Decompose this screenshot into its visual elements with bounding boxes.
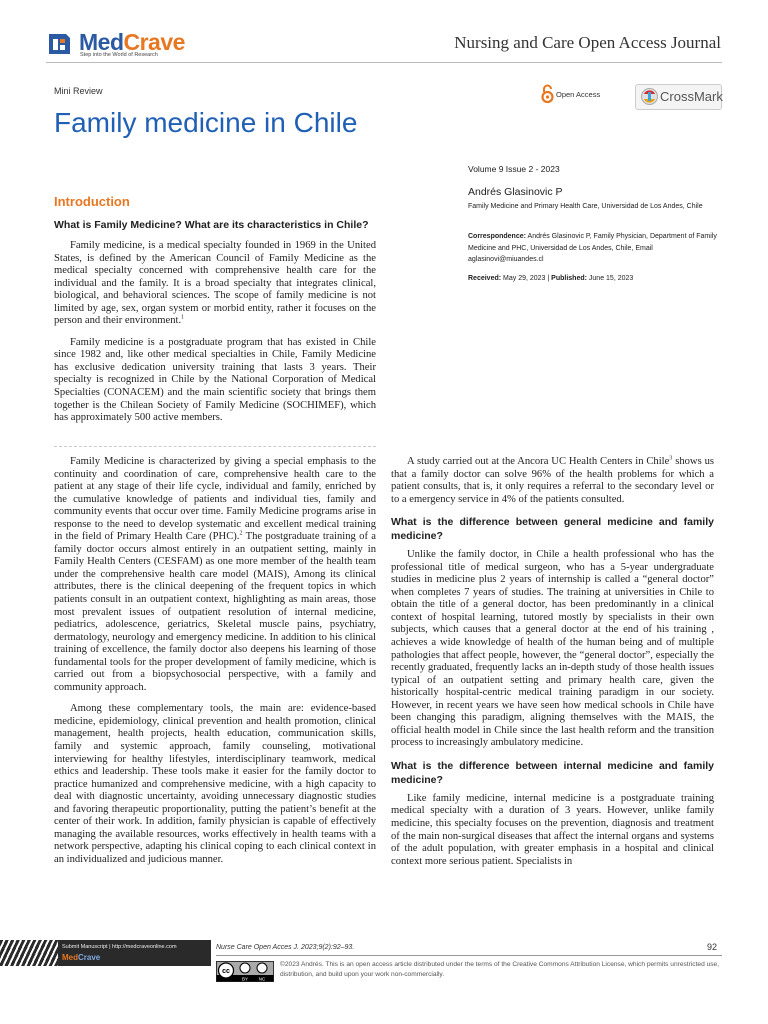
paragraph: Unlike the family doctor, in Chile a health professional who has the professional title of medical surgeon, who has a 5-year undergraduate studies in medicine plus 2 years of internship is called a “general doctor” when completes 7 years of studies. The training at universities in Chile to obtain the title of a general doctor, has been predominantly in a clinical context of hospital learning, tutored mostly by specialists in their own subjects, which causes that a general doctor at the end of his training , achieves a wide knowledge of health of the human being and of multiple pathologies that affect people, however, the “general doctor”, especially the recently graduated, frequently lacks an in-depth study of those health issues typical of an outpatient setting and primary health care, given the historically hospital-centric medical training paradigm in our society. However, in recent years we have seen how medical schools in Chile have been changing this paradigm, aligning themselves with the MAIS, the official health model in Chile since the last health reform and the transition process to increasingly ambulatory medicine. — [391, 549, 714, 749]
license-text: ©2023 Andrés. This is an open access article distributed under the terms of the Creative Commons Attribution License, which permits unrestricted use, distribution, and build upon your work non-commercially. — [280, 961, 720, 978]
citation-ref[interactable]: 2 — [239, 530, 243, 537]
journal-citation: Nurse Care Open Acces J. 2023;9(2):92‒93. — [216, 944, 355, 951]
author-name: Andrés Glasinovic P — [468, 186, 563, 198]
subheading-general-vs-family: What is the difference between general medicine and family medicine? — [391, 516, 714, 543]
paragraph: Family Medicine is characterized by giving a special emphasis to the continuity and coordination of care, comprehensive health care to the patient at any stage of their life cycle, individual and family, enriched by the cumulative knowledge of patients and individual ties, family and community events that occur over time. Family Medicine programs arise in response to the need to develop systematic and excellent medical training in the field of Primary Health Care (PHC).$^2$ The postgraduate training of a family doctor occurs almost entirely in an outpatient setting, mainly in Family Health Centers (CESFAM) as one more member of the health team under the comprehensive health care model (MAIS), Among its clinical attributes, there is the clinical deepening of the frequent topics in which patients consult in an outpatient context, highlighting as main areas, those most prevalent issues of outpatient resolution of internal medicine, pediatrics, adolescence, geriatrics, Skeletal muscle pains, psychiatry, dermatology, neurology and emergency medicine. In addition to his clinical training of excellence, the family doctor also deepens his learning of those fundamental tools for the proper development of family medicine, which is carried out from a biopsychosocial perspective, with a family and community approach. — [54, 456, 377, 693]
paragraph: Family medicine is a postgraduate program that has existed in Chile since 1982 and, like other medical specialties in Chile, Family Medicine has exclusive dedication university training that lasts 3 years. Their specialty is recognized in Chile by the National Corporation of Medical Specialties (CONACEM) and the main scientific society that brings them together is the Chilean Society of Family Medicine (SOCHIMEF), which has approximately 500 active members. — [54, 336, 376, 424]
open-access-badge[interactable] — [541, 84, 611, 104]
crossmark-label: CrossMark — [660, 89, 723, 104]
logo-wordmark: MedCrave — [79, 29, 185, 55]
logo-tagline: Step into the World of Research — [80, 52, 158, 58]
citation-ref[interactable]: 3 — [669, 455, 673, 462]
submit-manuscript-banner[interactable] — [0, 940, 211, 966]
open-access-label: Open Access — [556, 90, 601, 99]
citation-ref[interactable]: 1 — [181, 314, 185, 321]
received-date: May 29, 2023 — [503, 275, 546, 282]
nc-text: NC — [258, 976, 266, 982]
creative-commons-badge[interactable] — [216, 961, 274, 982]
volume-issue: Volume 9 Issue 2 - 2023 — [468, 164, 560, 174]
paragraph: Family medicine, is a medical specialty founded in 1969 in the United States, is defined by the American Council of Family Medicine as the medical specialty concerned with comprehensive health care for the individual and the family. It is a broad specialty that integrates clinical, biological, and behavioral sciences. The scope of family medicine is not limited by age, sex, organ system or morbid entity, rather it focuses on the person and their environment.$^1$ — [54, 240, 376, 327]
article-title: Family medicine in Chile — [54, 107, 358, 138]
correspondence — [468, 231, 722, 266]
footer-divider — [216, 955, 722, 956]
crossmark-button[interactable] — [635, 84, 722, 110]
author-affiliation: Family Medicine and Primary Health Care, Universidad de Los Andes, Chile — [468, 203, 703, 210]
section-heading-introduction: Introduction — [54, 194, 130, 209]
paragraph: A study carried out at the Ancora UC Health Centers in Chile$^3$ shows us that a family doctor can solve 96% of the health problems for which a patient consults, that is, it only requires a referral to the secondary level or to a emergency service in 4% of the patients consulted. — [391, 455, 714, 505]
subheading-what-is-family-medicine: What is Family Medicine? What are its characteristics in Chile? — [54, 219, 369, 231]
journal-name: Nursing and Care Open Access Journal — [454, 33, 721, 52]
published-label: Published: — [551, 275, 587, 282]
received-label: Received: — [468, 275, 502, 282]
medcrave-logo[interactable] — [46, 30, 206, 60]
page-number: 92 — [707, 942, 718, 952]
subheading-internal-vs-family: What is the difference between internal medicine and family medicine? — [391, 759, 714, 786]
medcrave-logo-icon — [46, 30, 74, 58]
column-left-top — [54, 218, 376, 434]
crossmark-icon — [641, 88, 658, 105]
paragraph: Among these complementary tools, the main are: evidence-based medicine, epidemiology, clinical prevention and health promotion, clinical management, health projects, health education, communication skills, family and systemic approach, family counseling, motivational interviewing for healthy lifestyles, interdisciplinary teamwork, medical ethics and leadership. These tools make it easier for the family doctor to practice humanized and comprehensive medicine, with a high capacity to deal with diagnostic uncertainty, avoiding unnecessary diagnostic studies and favoring therapeutic proportionality, putting the patient’s benefit at the center of their work. In addition, family physician is capable of effectively managing the available resources, works effectively in health teams with a network perspective, adapting his clinical coping to each clinical context in an individualized and judicious manner. — [54, 703, 376, 865]
correspondence-text: Andrés Glasinovic P, Family Physician, Department of Family Medicine and PHC, Universidad de Los Andes, Chile, Email aglasinovi@miuandes.cl — [468, 233, 717, 263]
open-access-icon — [541, 84, 554, 104]
by-text: BY — [241, 976, 249, 982]
article-dates: Received: May 29, 2023 | Published: June 15, 2023 — [468, 275, 634, 282]
footer-logo: MedCrave — [62, 953, 101, 962]
header-divider — [46, 62, 722, 63]
column-left-bottom — [54, 456, 376, 876]
cc-text: cc — [222, 968, 230, 975]
published-date: June 15, 2023 — [588, 275, 634, 282]
submit-manuscript-link[interactable]: Submit Manuscript | http://medcraveonline.com — [62, 944, 177, 950]
correspondence-label: Correspondence: — [468, 233, 526, 240]
section-divider — [54, 446, 376, 447]
banner-stripes — [0, 940, 58, 966]
cc-by-nc-icon — [216, 961, 274, 982]
paragraph: Like family medicine, internal medicine is a postgraduate training medical specialty with a duration of 3 years. However, unlike family medicine, this specialty focuses on the prevention, diagnosis and treatment of the main non-surgical diseases that affect the internal organs and systems of the adult population, with greater emphasis in a hospital and clinical context more serious patient. Specialists in — [391, 792, 714, 867]
column-right — [391, 456, 714, 868]
article-type: Mini Review — [54, 86, 103, 96]
